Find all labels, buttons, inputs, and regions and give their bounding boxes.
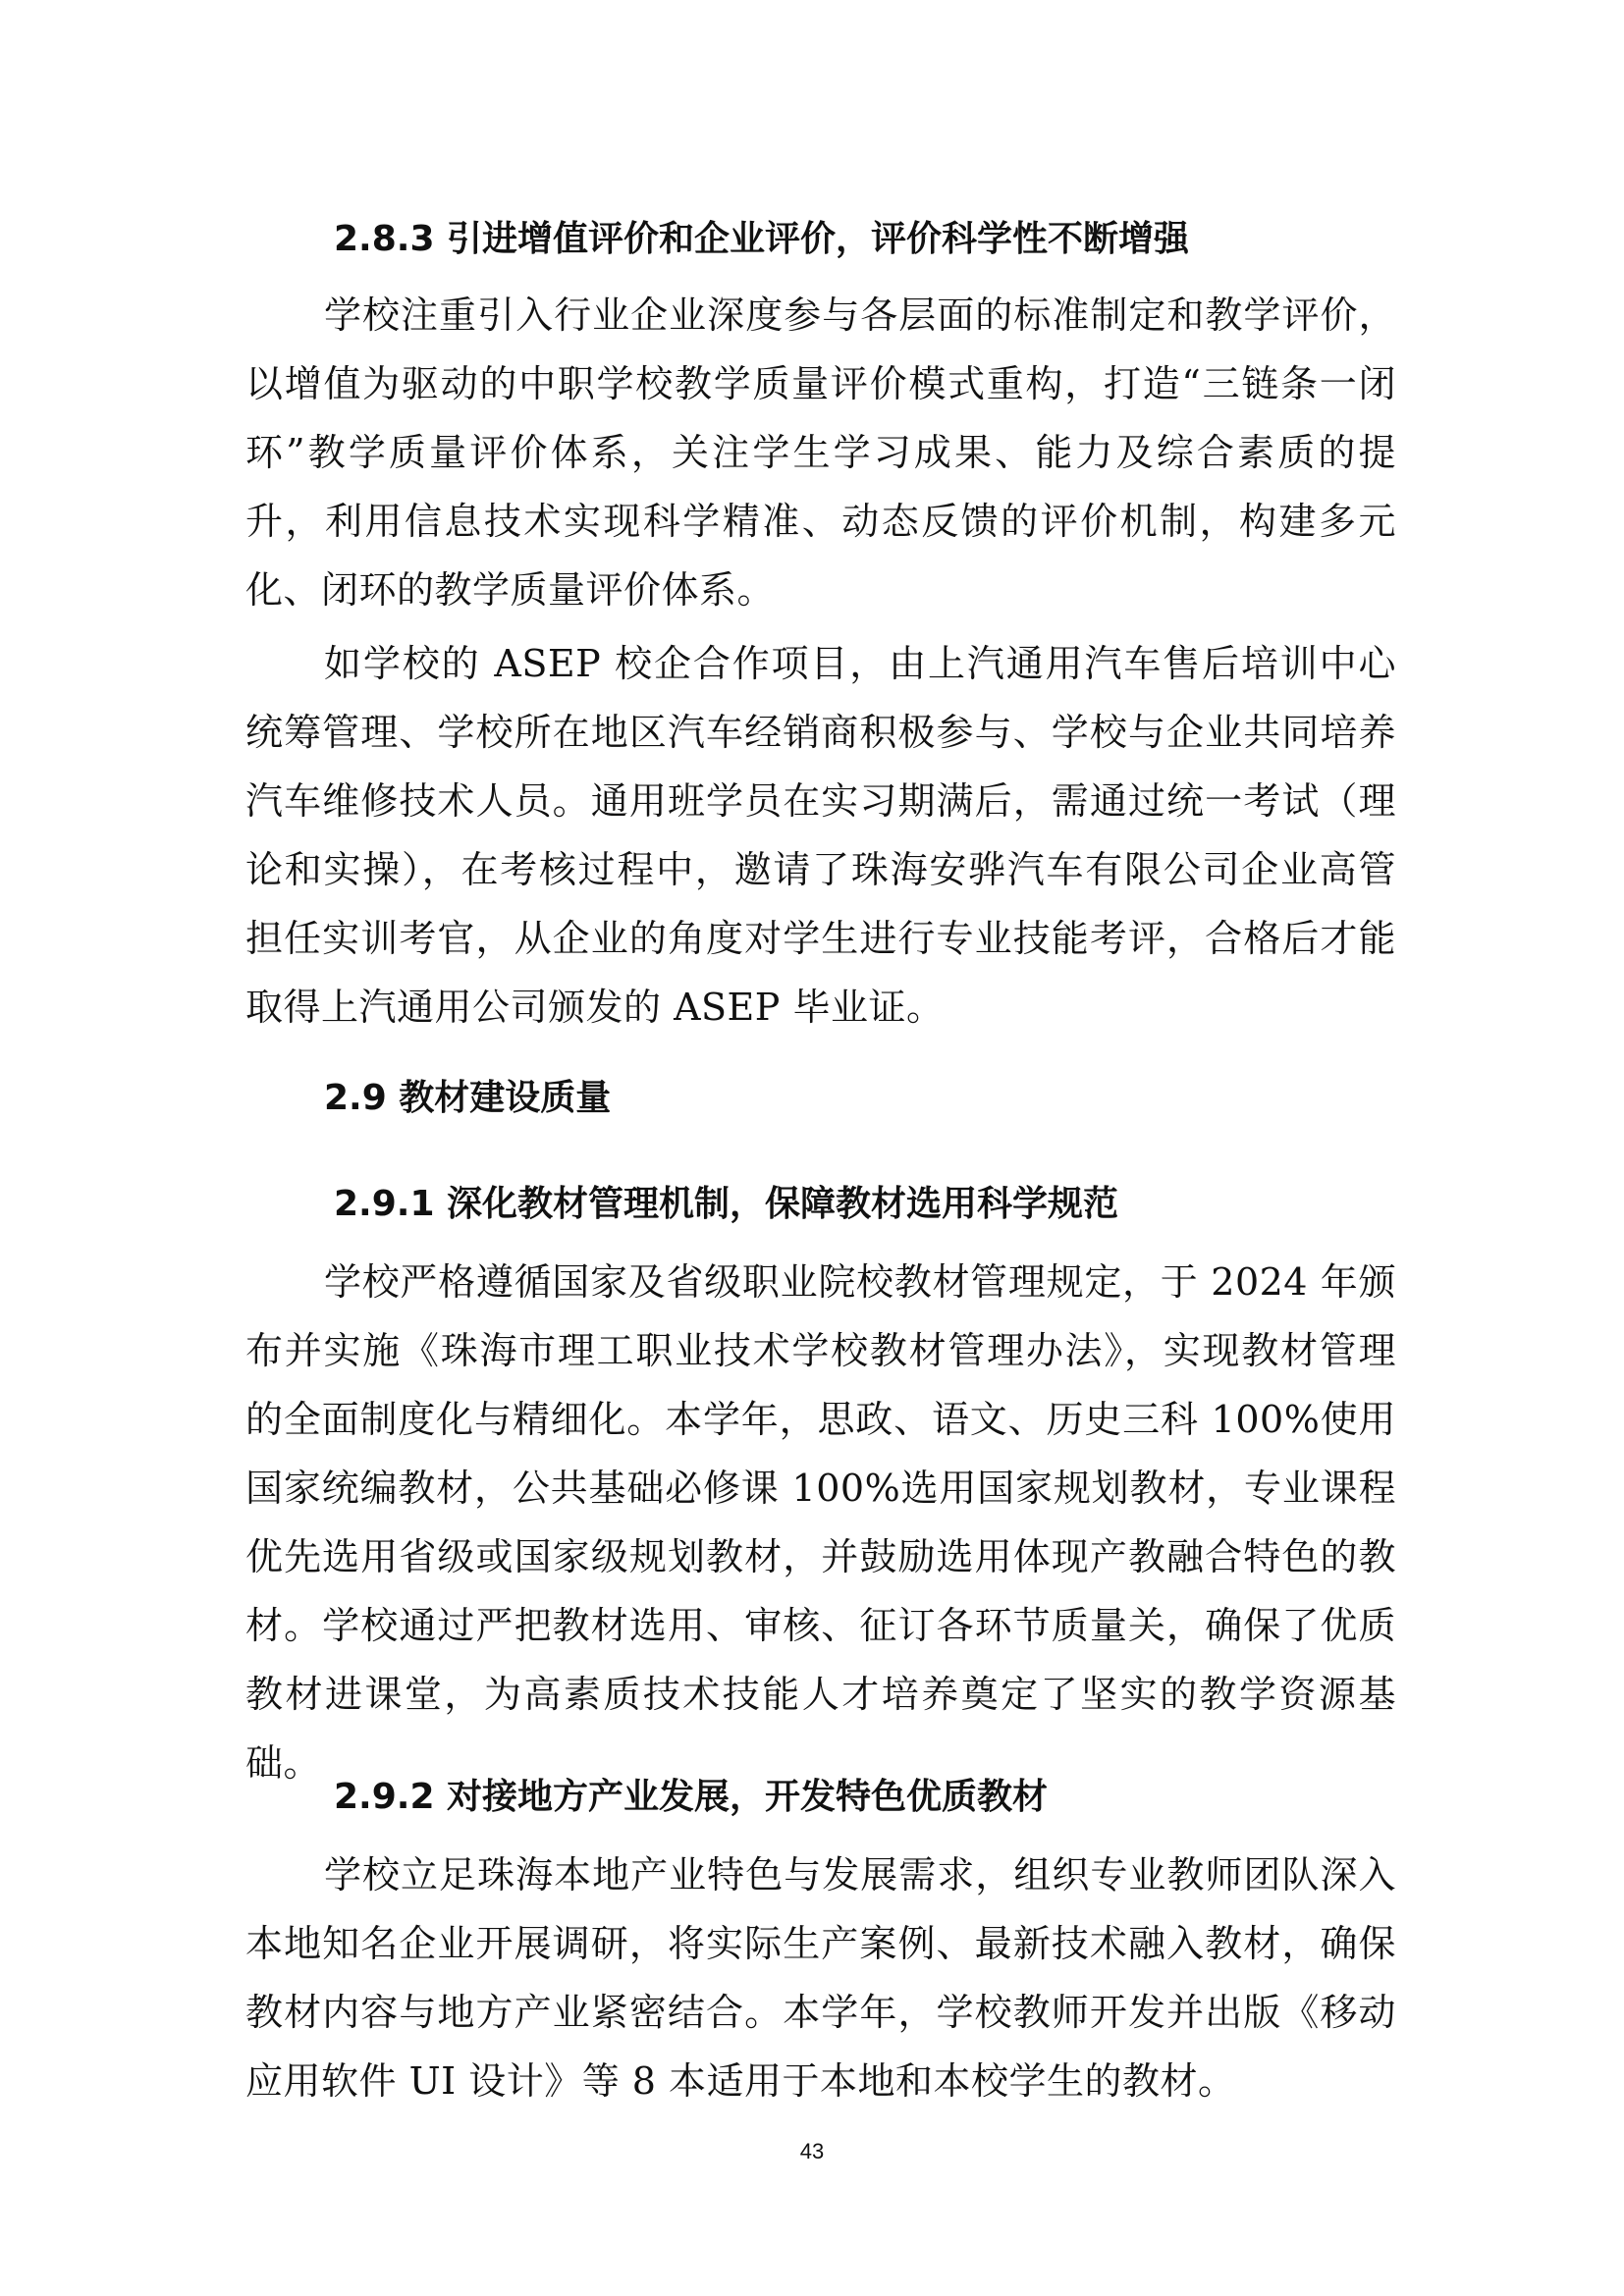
- paragraph-2-8-3-asep: 如学校的 ASEP 校企合作项目，由上汽通用汽车售后培训中心统筹管理、学校所在地区汽车经销商积极参与、学校与企业共同培养汽车维修技术人员。通用班学员在实习期满后，需通过统一考试（理论和实操），在考核过程中，邀请了珠海安骅汽车有限公司企业高管担任实训考官，从企业的角度对学生进行专业技能考评，合格后才能取得上汽通用公司颁发的 ASEP 毕业证。: [245, 642, 1396, 1029]
- heading-2-9-1: 2.9.1 深化教材管理机制，保障教材选用科学规范: [334, 1184, 1119, 1224]
- heading-2-8-3: 2.8.3 引进增值评价和企业评价，评价科学性不断增强: [334, 219, 1190, 259]
- paragraph-2-8-3-evaluation: 学校注重引入行业企业深度参与各层面的标准制定和教学评价，以增值为驱动的中职学校教学质量评价模式重构，打造“三链条一闭环”教学质量评价体系，关注学生学习成果、能力及综合素质的提升，利用信息技术实现科学精准、动态反馈的评价机制，构建多元化、闭环的教学质量评价体系。: [245, 294, 1396, 612]
- heading-2-9-2: 2.9.2 对接地方产业发展，开发特色优质教材: [334, 1777, 1049, 1817]
- paragraph-2-9-1-textbook-management: 学校严格遵循国家及省级职业院校教材管理规定，于 2024 年颁布并实施《珠海市理工职业技术学校教材管理办法》，实现教材管理的全面制度化与精细化。本学年，思政、语文、历史三科 100%使用国家统编教材，公共基础必修课 100%选用国家规划教材，专业课程优先选用省级或国家级规划教材，并鼓励选用体现产教融合特色的教材。学校通过严把教材选用、审核、征订各环节质量关，确保了优质教材进课堂，为高素质技术技能人才培养奠定了坚实的教学资源基础。: [245, 1260, 1396, 1785]
- paragraph-2-9-2-local-textbooks: 学校立足珠海本地产业特色与发展需求，组织专业教师团队深入本地知名企业开展调研，将实际生产案例、最新技术融入教材，确保教材内容与地方产业紧密结合。本学年，学校教师开发并出版《移动应用软件 UI 设计》等 8 本适用于本地和本校学生的教材。: [245, 1853, 1396, 2103]
- heading-2-9: 2.9 教材建设质量: [324, 1078, 612, 1118]
- page-number: 43: [799, 2139, 825, 2163]
